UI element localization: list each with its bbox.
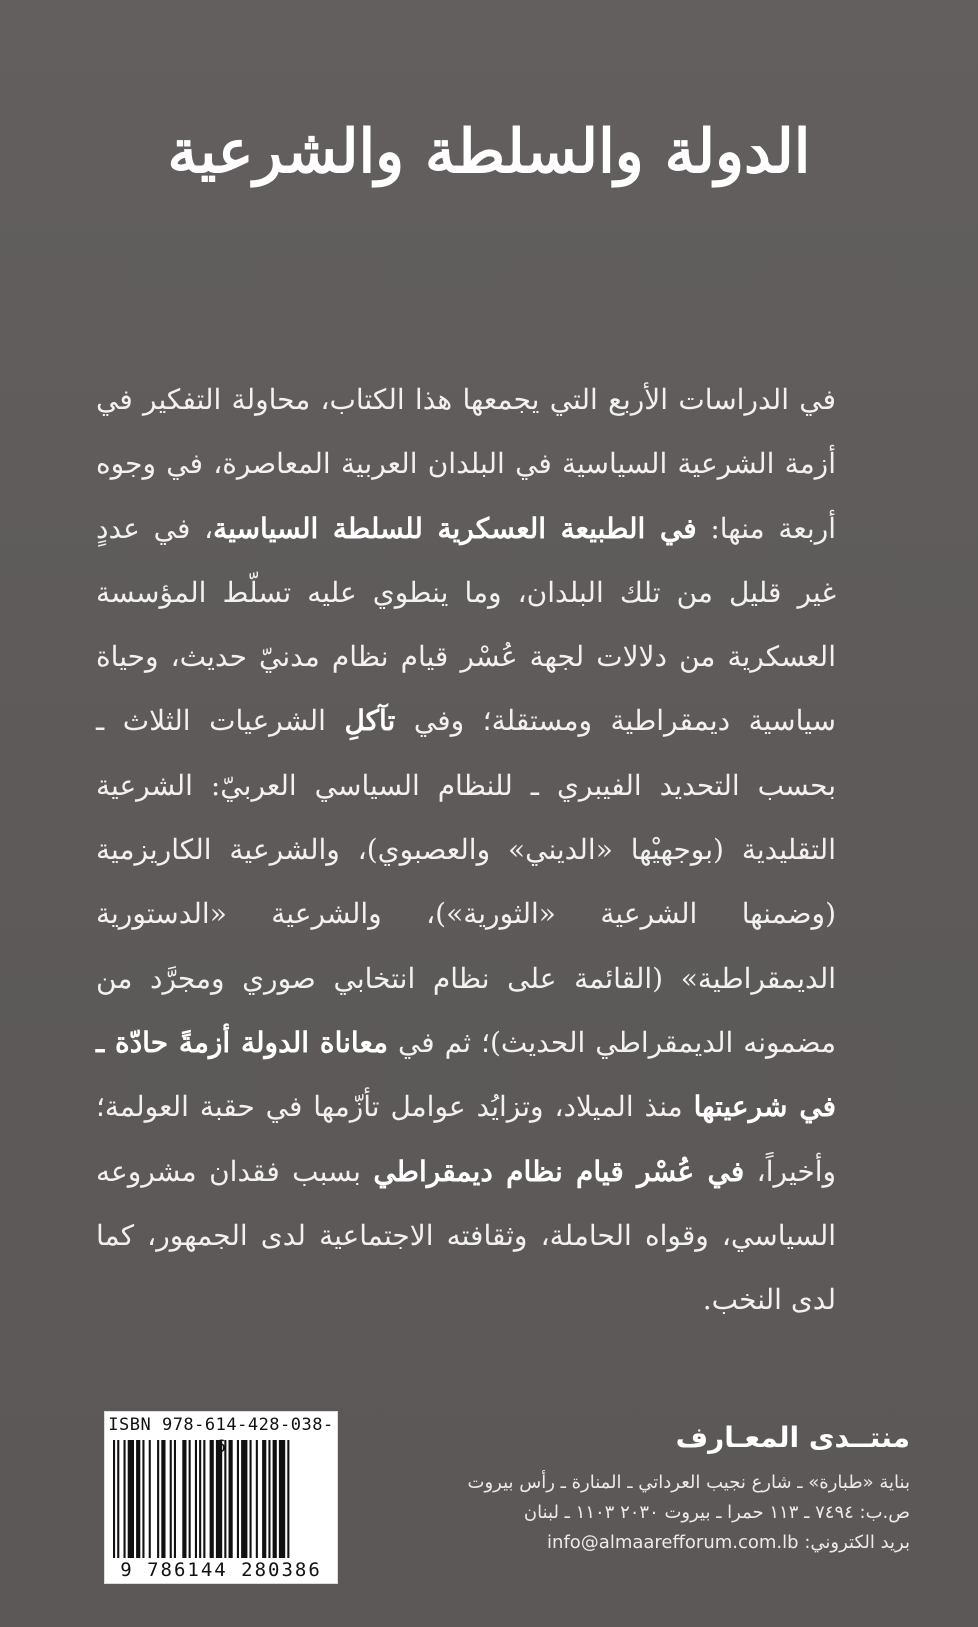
barcode-bar [237,1440,239,1558]
barcode-bars [111,1440,331,1558]
barcode-bar [256,1440,258,1558]
barcode-bar [117,1440,119,1558]
publisher-block [390,1420,910,1558]
barcode-bar [268,1440,270,1558]
barcode-bar [279,1440,285,1558]
barcode-bar [182,1440,186,1558]
publisher-po-box: ص.ب: ٧٤٩٤ ـ ١١٣ حمرا ـ بيروت ٢٠٣٠ ١١٠٣ ـ لبنان [523,1502,910,1523]
barcode-bar [174,1440,176,1558]
barcode-bar [273,1440,277,1558]
barcode-bar [170,1440,172,1558]
blurb-text-5: بسبب فقدان مشروعه السياسي، وقواه الحاملة، وثقافته الاجتماعية لدى الجمهور، كما لدى النخب. [96,1154,836,1317]
barcode-digits: 9 786144 280386 [105,1559,337,1581]
barcode-bar [113,1440,115,1558]
barcode-bar [210,1440,214,1558]
blurb-bold-4: في عُسْر قيام نظام ديمقراطي [373,1154,745,1188]
barcode-bar [287,1440,289,1558]
barcode-bar [199,1440,201,1558]
book-title: الدولة والسلطة والشرعية [167,117,811,187]
barcode-bar [124,1440,126,1558]
barcode-bar [189,1440,191,1558]
barcode-bar [142,1440,144,1558]
publisher-name: منتــدى المعـارف [675,1421,910,1454]
blurb-bold-1: في الطبيعة العسكرية للسلطة السياسية [213,511,697,545]
blurb-text-2: ، في عددٍ غير قليل من تلك البلدان، وما ينطوي عليه تسلّط المؤسسة العسكرية من دلالات لجهة عُسْر قيام نظام مدنيّ حديث، وحياة سياسية ديمقراطية ومستقلة؛ وفي [96,511,837,738]
blurb-bold-3: معاناة الدولة أزمةً حادّة ـ في شرعيتها [96,1025,836,1124]
barcode-bar [136,1440,140,1558]
barcode-bar [241,1440,247,1558]
isbn-barcode [104,1411,338,1584]
blurb-text-1: في الدراسات الأربع التي يجمعها هذا الكتاب، محاولة التفكير في أزمة الشرعية السياسية في البلدان العربية المعاصرة، في وجوه أربعة منها: [96,383,836,545]
barcode-bar [262,1440,266,1558]
barcode-bar [128,1440,134,1558]
barcode-bar [250,1440,252,1558]
barcode-bar [195,1440,197,1558]
barcode-bar [203,1440,205,1558]
barcode-bar [161,1440,165,1558]
publisher-address: بناية «طبارة» ـ شارع نجيب العرداتي ـ المنارة ـ رأس بيروت [467,1472,910,1493]
blurb-paragraph [96,368,836,1332]
barcode-bar [157,1440,159,1558]
barcode-bar [149,1440,151,1558]
barcode-bar [229,1440,233,1558]
isbn-label: ISBN 978-614-428-038- [108,1415,334,1435]
barcode-bar [224,1440,226,1558]
blurb-text-4: منذ الميلاد، وتزايُد عوامل تأزّمها في حقبة العولمة؛ وأخيراً، [96,1090,836,1188]
blurb-bold-2: تآكلِ [344,704,396,738]
publisher-email: بريد الكتروني: info@almaarefforum.com.lb [547,1532,910,1553]
blurb-text-3: الشرعيات الثلاث ـ بحسب التحديد الفيبري ـ للنظام السياسي العربيّ: الشرعية التقليدية (بوجهيْها «الديني» والعصبوي)، والشرعية الكاريزمية (وضمنها الشرعية «الثورية»)، والشرعية «الدستورية الديمقراطية» (القائمة على نظام انتخابي صوري ومجرَّد من مضمونه الديمقراطي الحديث)؛ ثم في [96,704,836,1059]
barcode-bar [216,1440,222,1558]
